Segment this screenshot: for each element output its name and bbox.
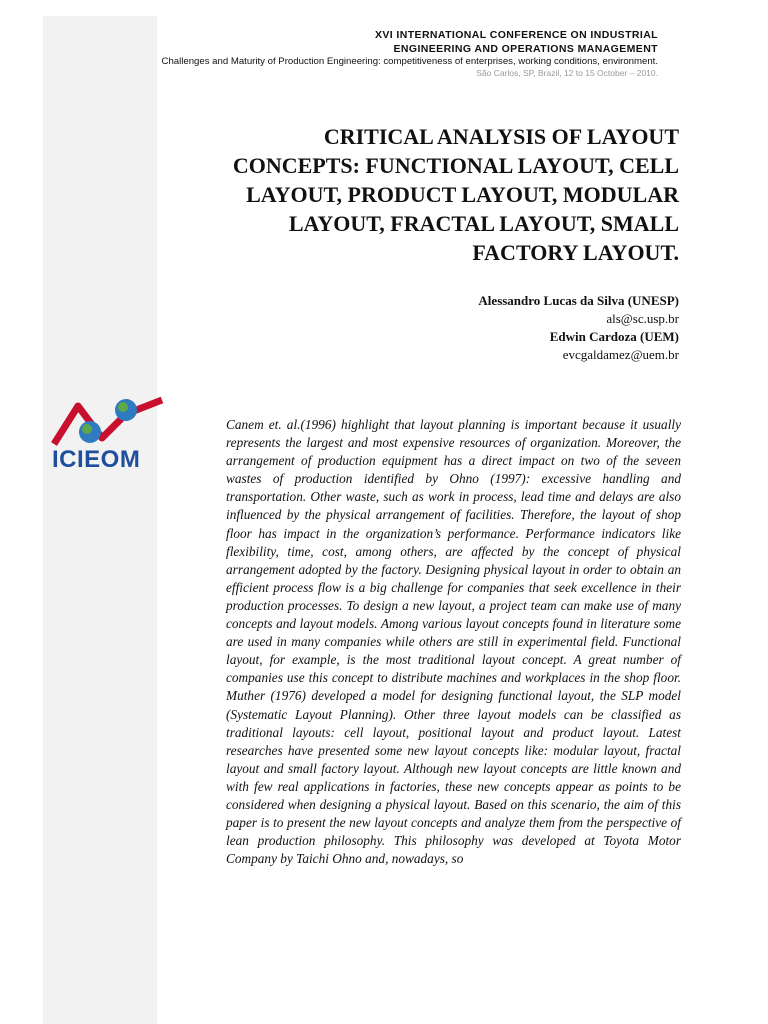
author-email: evcgaldamez@uem.br — [562, 347, 679, 362]
conference-header — [162, 28, 658, 78]
author-name: Edwin Cardoza (UEM) — [549, 329, 679, 344]
paper-title: CRITICAL ANALYSIS OF LAYOUT CONCEPTS: FUNCTIONAL LAYOUT, CELL LAYOUT, PRODUCT LAYOUT, MODULAR LAYOUT, FRACTAL LAYOUT, SMALL FACTORY LAYOUT. — [232, 124, 679, 265]
author-name: Alessandro Lucas da Silva (UNESP) — [478, 293, 679, 308]
left-sidebar-band — [43, 16, 157, 1024]
conference-location: São Carlos, SP, Brazil, 12 to 15 October – 2010. — [476, 68, 658, 78]
author-email: als@sc.usp.br — [606, 311, 679, 326]
conference-title-line2: ENGINEERING AND OPERATIONS MANAGEMENT — [393, 43, 658, 55]
abstract-text: Canem et. al.(1996) highlight that layout planning is important because it usually represents the largest and most expensive resources of organization. Moreover, the arrangement of production equipment has a direct impact on two of the seveen wastes of production identified by Ohno (1997): excessive handling and transportation. Other waste, such as work in process, lead time and delays are also influenced by the physical arrangement of facilities. Therefore, the layout of shop floor has impact in the organization’s performance. Performance indicators like flexibility, time, cost, among others, are affected by the concept of physical arrangement adopted by the factory. Designing physical layout in order to obtain an efficient process flow is a big challenge for companies that seek excellence in their production processes. To design a new layout, a project team can make use of many concepts and layout models. Among various layout concepts found in literature some are used in many companies while others are still in experimental field. Functional layout, for example, is the most traditional layout concept. A great number of companies use this concept to distribute machines and workplaces in the shop floor. Muther (1976) developed a model for designing functional layout, the SLP model (Systematic Layout Planning). Other three layout models can be classified as traditional layouts: cell layout, positional layout and product layout. Latest researches have presented some new layout concepts like: modular layout, fractal layout and small factory layout. Although new layout concepts are little known and with few real applications in factories, these new concepts appear as points to be considered when designing a physical layout. Based on this scenario, the aim of this paper is to present the new layout concepts and analyze them from the perspective of lean production philosophy. This philosophy was developed at Toyota Motor Company by Taichi Ohno and, nowadays, so — [226, 417, 681, 867]
logo-graphic-icon — [50, 392, 168, 452]
conference-logo — [50, 392, 168, 484]
authors-block — [478, 292, 679, 364]
conference-theme: Challenges and Maturity of Production Engineering: competitiveness of enterprises, working conditions, environment. — [161, 56, 658, 67]
logo-text: ICIEOM — [52, 446, 141, 473]
conference-title-line1: XVI INTERNATIONAL CONFERENCE ON INDUSTRIAL — [374, 29, 658, 41]
